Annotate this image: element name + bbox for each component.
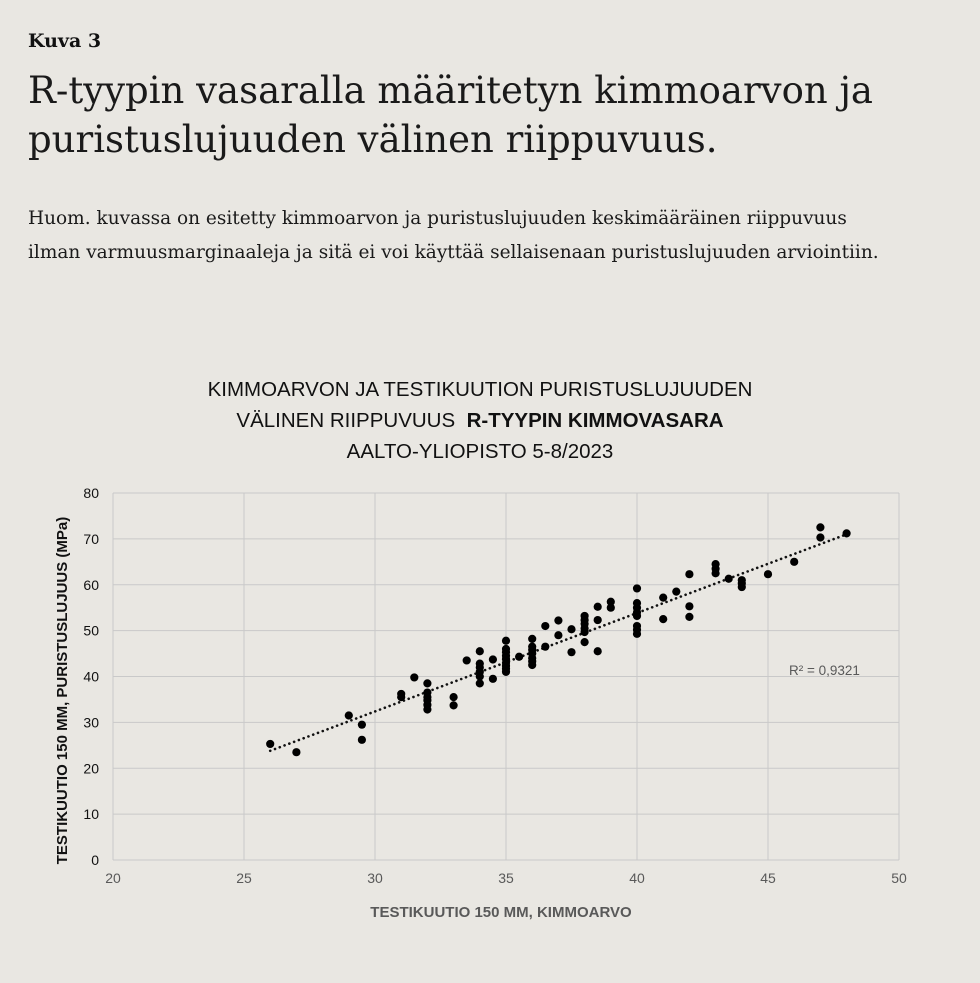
data-point [410,673,418,681]
data-point [450,701,458,709]
x-tick-label: 50 [891,870,907,886]
figure-note-line-2: ilman varmuusmarginaaleja ja sitä ei voi käyttää sellaisenaan puristuslujuuden arviointiin. [28,242,879,263]
scatter-chart [0,470,980,940]
chart-title-line-2-bold: R-TYYPIN KIMMOVASARA [466,409,724,432]
data-point [633,584,641,592]
data-point [528,661,536,669]
data-point [567,625,575,633]
data-point [476,679,484,687]
chart-title-line-1: KIMMOARVON JA TESTIKUUTION PURISTUSLUJUUDEN [207,378,753,401]
x-tick-label: 45 [760,870,776,886]
data-point [476,647,484,655]
data-point [607,604,615,612]
data-point [738,583,746,591]
data-point [594,603,602,611]
data-point [292,748,300,756]
y-axis-label: TESTIKUUTIO 150 MM, PURISTUSLUJUUS (MPa) [54,516,71,865]
x-tick-label: 20 [105,870,121,886]
data-point [581,638,589,646]
x-tick-label: 25 [236,870,252,886]
data-point [515,653,523,661]
y-tick-label: 10 [83,806,99,823]
chart-title-line-2-regular: VÄLINEN RIIPPUVUUS [236,409,456,432]
data-point [423,705,431,713]
data-point [712,569,720,577]
data-point [659,593,667,601]
data-point [685,613,693,621]
x-axis-label: TESTIKUUTIO 150 MM, KIMMOARVO [370,904,632,921]
data-point [633,630,641,638]
data-point [554,616,562,624]
y-tick-label: 40 [83,668,99,685]
figure-title [28,66,958,164]
data-point [266,740,274,748]
chart-title [60,374,900,467]
chart-grid [113,493,899,860]
data-point [358,736,366,744]
data-point [685,602,693,610]
data-point [502,668,510,676]
data-point [594,616,602,624]
data-point [554,631,562,639]
y-tick-label: 80 [83,485,99,501]
data-point [397,693,405,701]
figure-title-line-1: R-tyypin vasaralla määritetyn kimmoarvon ja [28,69,873,112]
trendline-group [270,534,846,751]
data-point [528,635,536,643]
y-tick-labels [83,485,99,868]
data-point [790,558,798,566]
data-point [816,533,824,541]
y-tick-label: 20 [83,760,99,777]
data-point [423,679,431,687]
data-point [843,529,851,537]
data-point [594,647,602,655]
data-point [725,575,733,583]
x-tick-label: 35 [498,870,514,886]
data-point [816,523,824,531]
data-point [764,570,772,578]
r-squared-label: R² = 0,9321 [789,663,860,678]
data-point [567,648,575,656]
data-point [659,615,667,623]
figure-title-line-2: puristuslujuuden välinen riippuvuus. [28,118,718,161]
y-tick-label: 0 [91,852,99,868]
data-point [489,675,497,683]
x-tick-label: 30 [367,870,383,886]
data-point [345,711,353,719]
figure-note-line-1: Huom. kuvassa on esitetty kimmoarvon ja puristuslujuuden keskimääräinen riippuvuus [28,208,847,229]
data-point [581,628,589,636]
data-point [463,656,471,664]
x-tick-labels [105,870,907,886]
y-tick-label: 50 [83,622,99,639]
x-tick-label: 40 [629,870,645,886]
data-points [266,523,851,756]
data-point [502,637,510,645]
y-tick-label: 30 [83,714,99,731]
figure-note [28,202,973,270]
chart-title-line-3: AALTO-YLIOPISTO 5-8/2023 [346,440,614,463]
y-tick-label: 70 [83,530,99,547]
data-point [541,622,549,630]
data-point [633,612,641,620]
data-point [541,643,549,651]
data-point [672,588,680,596]
data-point [450,693,458,701]
figure-label: Kuva 3 [28,30,102,52]
trendline [270,534,846,751]
chart-title-line-2 [60,405,900,436]
data-point [685,570,693,578]
data-point [358,721,366,729]
y-tick-label: 60 [83,576,99,593]
data-point [489,655,497,663]
